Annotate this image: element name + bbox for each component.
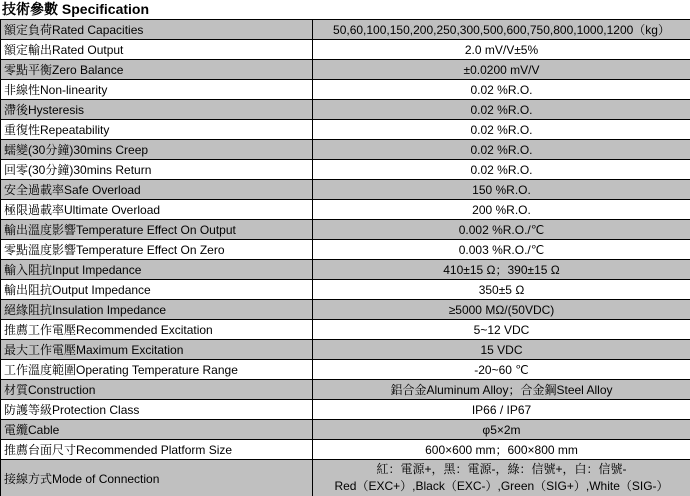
spec-parameter-label: 額定負荷Rated Capacities: [1, 20, 313, 40]
spec-parameter-value: 410±15 Ω；390±15 Ω: [313, 260, 690, 280]
table-row: [1, 100, 690, 120]
spec-parameter-label: 絕緣阻抗Insulation Impedance: [1, 300, 313, 320]
spec-parameter-label: 接線方式Mode of Connection: [1, 460, 313, 496]
spec-parameter-value: ±0.0200 mV/V: [313, 60, 690, 80]
table-row: [1, 140, 690, 160]
spec-parameter-label: 輸出溫度影響Temperature Effect On Output: [1, 220, 313, 240]
table-row: [1, 260, 690, 280]
spec-parameter-label: 輸出阻抗Output Impedance: [1, 280, 313, 300]
table-row: [1, 220, 690, 240]
spec-value-line-1: 紅：電源+，黑：電源-，綠：信號+，白：信號-: [376, 462, 627, 476]
spec-parameter-label: 極限過載率Ultimate Overload: [1, 200, 313, 220]
page-title: 技術參數 Specification: [2, 1, 150, 17]
table-row: [1, 80, 690, 100]
spec-parameter-label: 最大工作電壓Maximum Excitation: [1, 340, 313, 360]
spec-parameter-value: 200 %R.O.: [313, 200, 690, 220]
spec-parameter-value: 0.02 %R.O.: [313, 100, 690, 120]
spec-parameter-value: 50,60,100,150,200,250,300,500,600,750,800,1000,1200（kg）: [313, 20, 690, 40]
spec-parameter-value: 鋁合金Aluminum Alloy；合金鋼Steel Alloy: [313, 380, 690, 400]
spec-parameter-label: 材質Construction: [1, 380, 313, 400]
spec-parameter-value: ≥5000 MΩ/(50VDC): [313, 300, 690, 320]
spec-parameter-value: 350±5 Ω: [313, 280, 690, 300]
table-row: [1, 20, 690, 40]
spec-parameter-value: 0.02 %R.O.: [313, 80, 690, 100]
table-row: [1, 460, 690, 496]
table-row: [1, 120, 690, 140]
spec-parameter-value: 2.0 mV/V±5%: [313, 40, 690, 60]
spec-parameter-label: 安全過載率Safe Overload: [1, 180, 313, 200]
table-row: [1, 40, 690, 60]
spec-parameter-value: 0.003 %R.O./℃: [313, 240, 690, 260]
spec-parameter-label: 推薦台面尺寸Recommended Platform Size: [1, 440, 313, 460]
spec-parameter-value: 5~12 VDC: [313, 320, 690, 340]
spec-parameter-label: 蠕變(30分鐘)30mins Creep: [1, 140, 313, 160]
table-row: [1, 180, 690, 200]
table-row: [1, 340, 690, 360]
spec-parameter-value: 0.02 %R.O.: [313, 140, 690, 160]
spec-parameter-label: 零點平衡Zero Balance: [1, 60, 313, 80]
table-row: [1, 300, 690, 320]
table-row: [1, 240, 690, 260]
table-row: [1, 200, 690, 220]
spec-parameter-value: 150 %R.O.: [313, 180, 690, 200]
table-row: [1, 400, 690, 420]
spec-parameter-label: 非線性Non-linearity: [1, 80, 313, 100]
specification-table-body: [1, 20, 690, 496]
spec-parameter-value: -20~60 ℃: [313, 360, 690, 380]
spec-parameter-label: 滯後Hysteresis: [1, 100, 313, 120]
spec-parameter-label: 工作溫度範圍Operating Temperature Range: [1, 360, 313, 380]
spec-parameter-label: 重復性Repeatability: [1, 120, 313, 140]
table-row: [1, 420, 690, 440]
spec-parameter-value: φ5×2m: [313, 420, 690, 440]
spec-value-line-2: Red（EXC+）,Black（EXC-）,Green（SIG+）,White（SIG-）: [334, 479, 669, 493]
spec-parameter-value: 0.002 %R.O./℃: [313, 220, 690, 240]
spec-parameter-value: 15 VDC: [313, 340, 690, 360]
table-row: [1, 160, 690, 180]
spec-parameter-label: 額定輸出Rated Output: [1, 40, 313, 60]
spec-parameter-label: 電纜Cable: [1, 420, 313, 440]
spec-parameter-label: 防護等級Protection Class: [1, 400, 313, 420]
spec-parameter-label: 推薦工作電壓Recommended Excitation: [1, 320, 313, 340]
spec-parameter-value: 0.02 %R.O.: [313, 160, 690, 180]
specification-table: [0, 19, 690, 496]
spec-parameter-label: 回零(30分鐘)30mins Return: [1, 160, 313, 180]
table-row: [1, 320, 690, 340]
table-row: [1, 440, 690, 460]
table-row: [1, 380, 690, 400]
spec-parameter-value: 0.02 %R.O.: [313, 120, 690, 140]
spec-parameter-label: 輸入阻抗Input Impedance: [1, 260, 313, 280]
spec-parameter-label: 零點溫度影響Temperature Effect On Zero: [1, 240, 313, 260]
table-row: [1, 280, 690, 300]
table-row: [1, 360, 690, 380]
spec-parameter-value: 600×600 mm；600×800 mm: [313, 440, 690, 460]
spec-parameter-value: IP66 / IP67: [313, 400, 690, 420]
spec-parameter-value: [313, 460, 690, 496]
table-row: [1, 60, 690, 80]
